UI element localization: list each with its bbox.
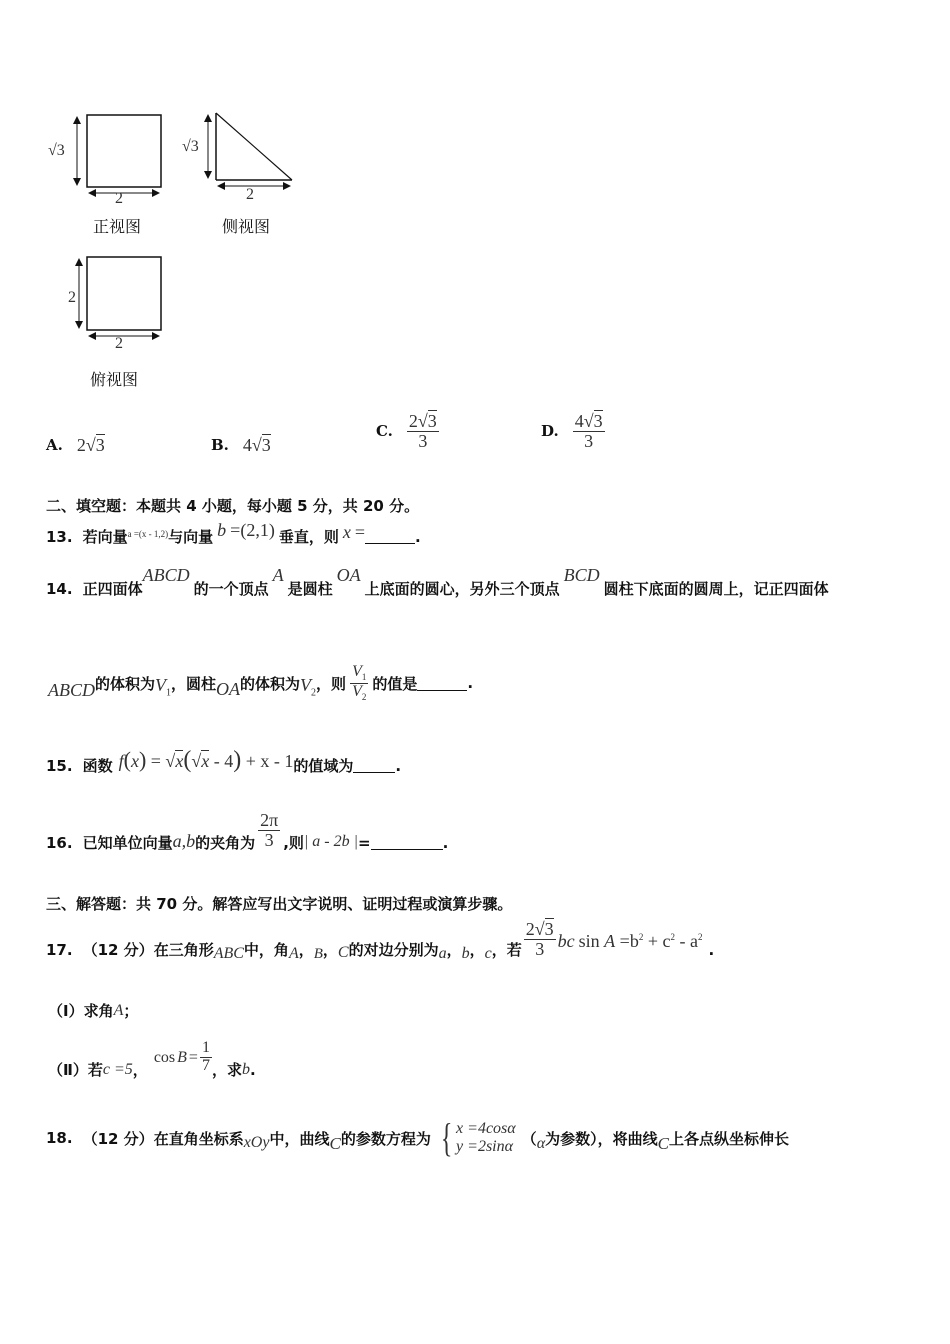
question-14-line-2: [48, 664, 473, 702]
volume-ratio: [350, 664, 368, 702]
rhs-a: - a: [679, 931, 698, 951]
question-16: [46, 808, 448, 853]
ratio-v2: V: [352, 682, 362, 700]
question-17-part-1: [48, 1000, 138, 1021]
option-radicand: 3: [261, 435, 271, 455]
coef-fraction: [524, 920, 556, 959]
sqrt-icon: √: [165, 751, 176, 771]
q13-var: x: [342, 522, 351, 542]
top-bottom-label: 2: [115, 335, 123, 352]
coef-numerator: 2: [525, 919, 535, 940]
part-2-text: ，求: [211, 1061, 242, 1079]
brace-icon: {: [440, 1115, 453, 1160]
q14-math: OA: [336, 565, 361, 585]
top-side-label: 2: [68, 289, 76, 306]
part-1-label: （Ⅰ）求角: [48, 1002, 114, 1020]
angle-denominator: 3: [264, 830, 274, 850]
part-1-end: ；: [123, 1002, 139, 1020]
question-number: 13.: [46, 527, 73, 546]
part-2-c: c =5: [102, 1060, 133, 1078]
vector-b-name: b: [217, 520, 227, 540]
side-side-label: √3: [182, 138, 199, 155]
q18-text: 的参数方程为: [340, 1129, 431, 1148]
v2-symbol: V: [300, 675, 312, 696]
q14-math: BCD: [563, 565, 600, 585]
front-view-caption: 正视图: [93, 217, 142, 236]
curve-name: C: [329, 1134, 341, 1153]
exp: 2: [638, 932, 644, 942]
q17-text: ，若: [491, 941, 522, 959]
side-b: b: [461, 944, 470, 962]
section-2-heading: 二、填空题：本题共 4 小题，每小题 5 分，共 20 分。: [46, 497, 420, 515]
q14-text: 上底面的圆心，另外三个顶点: [364, 580, 560, 598]
angle-B: B: [313, 946, 323, 962]
cos-label: cos: [153, 1048, 176, 1066]
q18-text: 上各点纵坐标伸长: [668, 1129, 789, 1148]
sqrt-icon: √: [417, 411, 428, 431]
parametric-system: [437, 1115, 516, 1160]
q18-text: 为参数），将曲线: [545, 1129, 658, 1148]
function-expression: f(x) = √x(√x - 4) + x - 1: [118, 747, 294, 773]
question-14-line-1: [46, 565, 829, 599]
option-a[interactable]: [46, 434, 105, 456]
question-number: 17.: [46, 940, 73, 959]
unit-vectors: a,b: [172, 831, 196, 851]
option-radicand: 3: [427, 411, 437, 431]
q14-end: .: [467, 674, 474, 693]
cos-fraction: [200, 1040, 212, 1075]
q14-text: 的体积为: [240, 674, 301, 693]
question-17-part-2: [48, 1035, 256, 1080]
triangle-name: ABC: [213, 944, 244, 962]
curve-name: C: [657, 1134, 669, 1153]
rhs-b: =b: [619, 931, 639, 951]
q16-eq: =: [358, 833, 371, 852]
v2-subscript: 2: [311, 687, 317, 699]
option-denominator: 3: [418, 430, 428, 451]
side-bottom-label: 2: [246, 186, 254, 203]
angle-A: A: [288, 944, 299, 962]
v1-symbol: V: [155, 675, 167, 696]
part-2-label: （Ⅱ）若: [48, 1061, 103, 1079]
part-2-end: .: [249, 1060, 256, 1079]
option-coef: 2: [408, 411, 418, 431]
cos-numerator: 1: [201, 1039, 210, 1057]
answer-blank[interactable]: [365, 529, 415, 544]
minus-four: - 4: [213, 751, 234, 771]
option-d[interactable]: [541, 412, 605, 451]
func-tail: + x - 1: [245, 751, 294, 771]
rhs-bc: bc: [557, 931, 575, 951]
q14-text: ，圆柱: [171, 674, 217, 693]
q16-text: ,则: [283, 834, 304, 852]
q14-math: OA: [216, 678, 241, 699]
q17-end: .: [708, 940, 715, 959]
q13-eq: =: [354, 522, 365, 542]
option-coef: 2: [76, 434, 86, 455]
v1: [155, 675, 171, 699]
func-name: f: [118, 751, 124, 771]
part-2-b: b: [241, 1060, 250, 1078]
q15-text: 的值域为: [293, 757, 354, 775]
q14-text: 的体积为: [95, 674, 156, 693]
q16-end: .: [442, 833, 449, 852]
coef-radicand: 3: [544, 919, 554, 940]
rhs-A: A: [604, 931, 616, 951]
answer-blank[interactable]: [371, 835, 443, 850]
q16-text: 已知单位向量: [82, 834, 173, 852]
angle-C: C: [337, 943, 349, 961]
question-number: 18.: [46, 1129, 73, 1147]
vector-b-value: =(2,1): [230, 520, 275, 540]
func-eq: =: [150, 751, 161, 771]
ratio-v1: V: [352, 663, 362, 680]
rhs-c: + c: [647, 931, 671, 951]
sqrt-icon: √: [85, 434, 96, 455]
angle-fraction: [258, 811, 280, 850]
answer-blank[interactable]: [417, 676, 467, 691]
ratio-v2-sub: 2: [361, 691, 367, 702]
side-view-caption: 侧视图: [222, 217, 271, 236]
cos-var: B: [177, 1048, 187, 1066]
q17-text: 的对边分别为: [348, 941, 439, 959]
option-letter: C.: [376, 422, 393, 441]
question-15: [46, 747, 402, 776]
q15-text: 函数: [82, 757, 113, 775]
equation-x: x =4cosα: [456, 1120, 516, 1137]
q17-text: 中，角: [243, 941, 289, 959]
option-c[interactable]: [376, 412, 439, 451]
angle-numerator: 2π: [260, 810, 279, 831]
points: （12 分）: [82, 1129, 154, 1148]
v2: [300, 675, 316, 699]
question-17: 17. （12 分） 在三角形 ABC 中，角 A ， B ， C 的对边分别为 a ， b ， c ，若 $\frac{2√3}{3}$ bc $\sin A =b^2 + c^2 - a^2$ .: [46, 919, 715, 962]
option-coef: 4: [242, 434, 252, 455]
option-fraction: [573, 412, 605, 451]
question-13: [46, 520, 421, 547]
option-letter: D.: [541, 422, 559, 441]
cos-denominator: 7: [201, 1057, 210, 1074]
question-number: 15.: [46, 756, 73, 775]
cos-eq: =: [188, 1048, 198, 1066]
front-side-label: √3: [48, 142, 65, 159]
option-b[interactable]: [211, 434, 271, 456]
exp: 2: [697, 932, 703, 942]
equation-rhs: [558, 931, 703, 952]
answer-blank[interactable]: [353, 758, 395, 773]
q14-math: A: [272, 565, 284, 585]
q18-text: 在直角坐标系: [153, 1129, 244, 1148]
sqrt-icon: √: [583, 411, 594, 431]
option-letter: A.: [46, 436, 63, 454]
q18-text: （: [521, 1129, 537, 1148]
parameter: α: [536, 1135, 546, 1152]
ratio-v1-sub: 1: [361, 672, 367, 683]
equation-y: y =2sinα: [456, 1138, 514, 1155]
option-fraction: [407, 412, 439, 451]
rhs-sin: sin: [578, 931, 600, 951]
vector-a: a =(x - 1,2): [127, 528, 169, 539]
sqrt-icon: √: [534, 919, 545, 940]
q14-text: 是圆柱: [287, 580, 333, 598]
q17-text: 在三角形: [153, 941, 214, 959]
option-radicand: 3: [593, 411, 603, 431]
exp: 2: [670, 932, 675, 942]
question-number: 14.: [46, 579, 73, 598]
q14-math: ABCD: [48, 679, 95, 700]
front-bottom-label: 2: [115, 190, 123, 207]
q14-text: 的值是: [372, 674, 418, 693]
option-denominator: 3: [584, 430, 594, 451]
q18-text: 中，曲线: [269, 1129, 330, 1148]
v1-subscript: 1: [166, 687, 172, 699]
q13-text: 垂直，则: [278, 528, 339, 546]
option-radicand: 3: [95, 435, 105, 455]
coordinate-system: xOy: [243, 1134, 270, 1151]
points: （12 分）: [82, 941, 154, 959]
side-view-hypotenuse: [216, 113, 292, 180]
sqrt-icon: √: [191, 751, 202, 771]
q14-text: ，则: [316, 674, 347, 693]
part-2-sep: ，: [132, 1061, 148, 1079]
q14-text: 圆柱下底面的圆周上，记正四面体: [603, 580, 829, 598]
top-view-square: [87, 257, 161, 330]
sqrt-icon: √: [251, 434, 262, 455]
q14-text: 正四面体: [82, 580, 143, 598]
q13-text: 若向量: [82, 528, 128, 546]
side-c: c: [484, 944, 492, 962]
top-view-caption: 俯视图: [90, 370, 139, 389]
func-arg: x: [130, 751, 139, 771]
front-view-square: [87, 115, 161, 187]
part-1-var: A: [113, 1001, 124, 1019]
q15-end: .: [395, 756, 402, 775]
q14-math: ABCD: [142, 565, 190, 585]
side-a: a: [438, 944, 447, 962]
equations: [456, 1120, 516, 1156]
option-coef: 4: [574, 411, 584, 431]
norm-expression: | a - 2b |: [303, 832, 359, 850]
q13-text: 与向量: [168, 528, 214, 546]
option-letter: B.: [211, 436, 229, 454]
q14-text: 的一个顶点: [193, 580, 269, 598]
section-3-heading: 三、解答题：共 70 分。解答应写出文字说明、证明过程或演算步骤。: [46, 895, 513, 913]
q16-text: 的夹角为: [195, 834, 256, 852]
question-number: 16.: [46, 833, 73, 852]
radicand-1: x: [175, 751, 184, 771]
three-view-figure: [40, 105, 310, 395]
coef-denominator: 3: [535, 939, 545, 959]
radicand-2: x: [201, 751, 210, 771]
q13-end: .: [414, 527, 421, 546]
question-18: [46, 1115, 789, 1160]
